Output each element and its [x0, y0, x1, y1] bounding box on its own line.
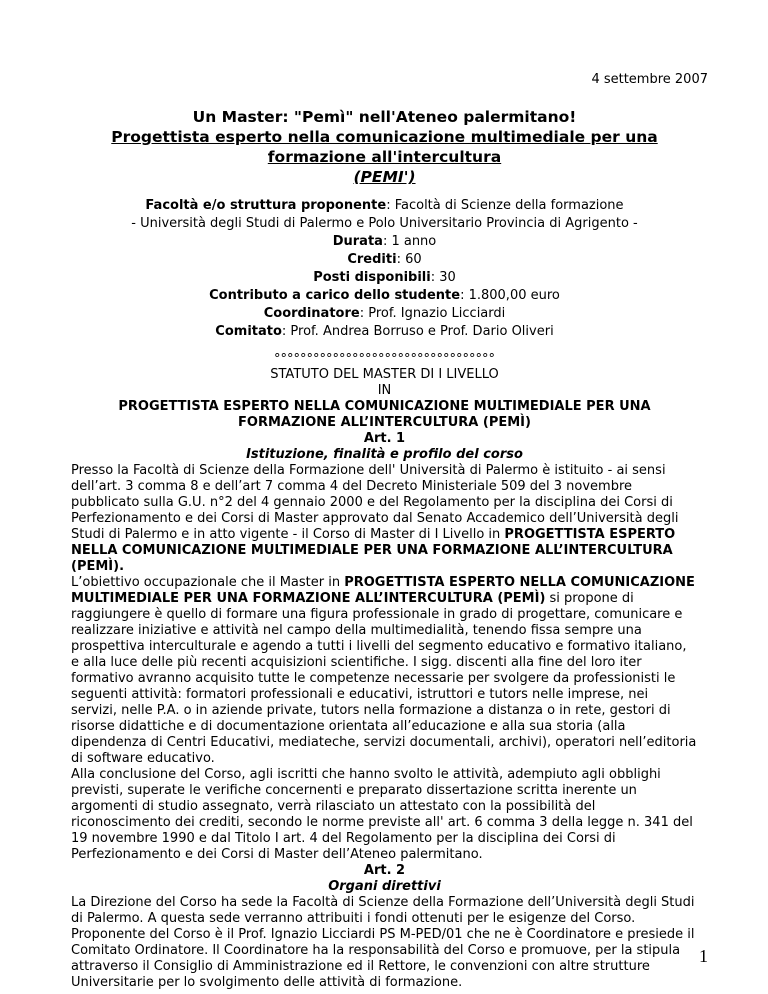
info-coordinatore: Coordinatore: Prof. Ignazio Licciardi [263, 306, 506, 321]
art2-body [71, 895, 698, 991]
info-crediti: Crediti: 60 [347, 252, 422, 267]
art1-body [71, 463, 698, 863]
info-posti: Posti disponibili: 30 [313, 270, 456, 285]
document-title [71, 107, 698, 187]
info-durata: Durata: 1 anno [332, 234, 437, 249]
art1-title: Istituzione, finalità e profilo del corso [246, 447, 523, 462]
page-number: 1 [699, 946, 708, 966]
art1-paragraph-1: Presso la Facoltà di Scienze della Formazione dell' Università di Palermo è istituito - ai sensi dell’art. 3 comma 8 e dell’art 7 comma 4 del Decreto Ministeriale 509 del 3 novembre pubblicato sulla G.U. n°2 del 4 gennaio 2000 e del Regolamento per la disciplina dei Corsi di Perfezionamento e dei Corsi di Master approvato dal Senato Accademico dell’Università degli Studi di Palermo e in atto vigente - il Corso di Master di I Livello in PROGETTISTA ESPERTO NELLA COMUNICAZIONE MULTIMEDIALE PER UNA FORMAZIONE ALL’INTERCULTURA (PEMÌ). [71, 463, 679, 574]
art1-paragraph-2: L’obiettivo occupazionale che il Master in PROGETTISTA ESPERTO NELLA COMUNICAZIONE MULTIMEDIALE PER UNA FORMAZIONE ALL’INTERCULTURA (PEMÌ) si propone di raggiungere è quello di formare una figura professionale in grado di progettare, comunicare e realizzare iniziative e attività nel campo della multimedialità, tenendo fissa sempre una prospettiva interculturale e agendo a tutti i livelli del segmento educativo e formativo italiano, e alla luce delle più recenti acquisizioni scientifiche. I sigg. discenti alla fine del loro iter formativo avranno acquisito tutte le competenze necessarie per svolgere da professionisti le seguenti attività: formatori professionali e educativi, istruttori e tutors nelle imprese, nei servizi, nelle P.A. o in aziende private, tutors nella formazione a distanza o in rete, gestori di risorse didattiche e di documentazione orientata all’educazione e alla sua storia (alla dipendenza di Centri Educativi, mediateche, servizi documentali, archivi), operatori nell’editoria di software educativo. [71, 575, 697, 766]
title-acronym: (PEMI') [353, 168, 416, 186]
art2-paragraph-1: La Direzione del Corso ha sede la Facoltà di Scienze della Formazione dell’Università degli Studi di Palermo. A questa sede verranno attribuiti i fondi ottenuti per le esigenze del Corso. Proponente del Corso è il Prof. Ignazio Licciardi PS M-PED/01 che ne è Coordinatore e presiede il Comitato Ordinatore. Il Coordinatore ha la responsabilità del Corso e promuove, per la stipula attraverso il Consiglio di Amministrazione ed il Rettore, le convenzioni con altre strutture Universitarie per lo svolgimento delle attività di formazione. [71, 895, 695, 990]
art1-paragraph-3: Alla conclusione del Corso, agli iscritti che hanno svolto le attività, adempiuto agli obblighi previsti, superate le verifiche concernenti e preparato dissertazione scritta inerente un argomenti di studio assegnato, verrà rilasciato un attestato con la possibilità del riconoscimento dei crediti, secondo le norme previste all' art. 6 comma 3 della legge n. 341 del 19 novembre 1990 e dal Titolo I art. 4 del Regolamento per la disciplina dei Corsi di Perfezionamento e dei Corsi di Master dell’Ateneo palermitano. [71, 767, 693, 862]
title-line-1: Un Master: "Pemì" nell'Ateneo palermitano! [192, 108, 577, 126]
document-date: 4 settembre 2007 [591, 72, 708, 87]
info-contributo: Contributo a carico dello studente: 1.800,00 euro [209, 288, 560, 303]
statuto-heading-2: FORMAZIONE ALL’INTERCULTURA (PEMÌ) [238, 415, 531, 430]
art2-title: Organi direttivi [328, 879, 441, 894]
course-info [71, 197, 698, 341]
statuto-heading-1: PROGETTISTA ESPERTO NELLA COMUNICAZIONE MULTIMEDIALE PER UNA [118, 399, 651, 414]
statuto-title: STATUTO DEL MASTER DI I LIVELLO [270, 367, 499, 382]
art2-number: Art. 2 [363, 863, 406, 878]
info-facolta-line2: - Università degli Studi di Palermo e Polo Universitario Provincia di Agrigento - [131, 216, 638, 231]
title-line-3: formazione all'intercultura [267, 148, 502, 166]
art1-number: Art. 1 [363, 431, 406, 446]
title-line-2: Progettista esperto nella comunicazione multimediale per una [111, 128, 658, 146]
statuto-in: IN [377, 383, 392, 398]
separator-line: °°°°°°°°°°°°°°°°°°°°°°°°°°°°°°°°°° [274, 352, 495, 367]
info-comitato: Comitato: Prof. Andrea Borruso e Prof. Dario Oliveri [215, 324, 554, 339]
info-facolta: Facoltà e/o struttura proponente: Facoltà di Scienze della formazione [145, 198, 624, 213]
document-content [71, 107, 698, 991]
